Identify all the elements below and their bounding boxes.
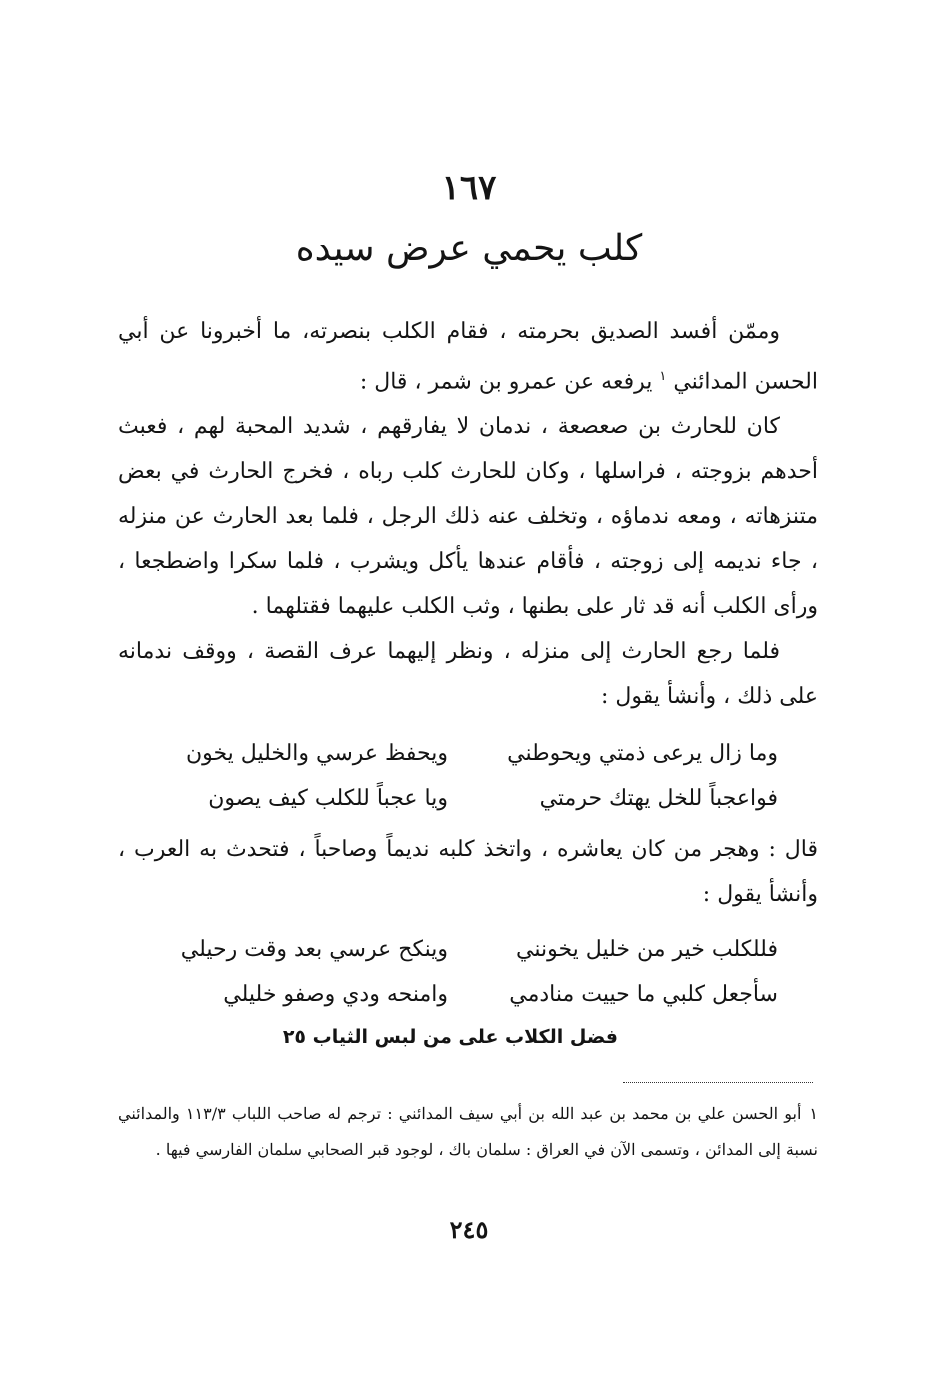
footnote-text: أبو الحسن علي بن محمد بن عبد الله بن أبي سيف المدائني : ترجم له صاحب اللباب ١١٣/٣ والمدائني نسبة إلى المدائن ، وتسمى الآن في العراق : سلمان باك ، لوجود قبر الصحابي سلمان الفارسي فيها . [118,1104,818,1159]
intro-text-continued: يرفعه عن عمرو بن شمر ، قال : [359,369,660,395]
intro-paragraph [118,309,818,404]
poem-second [158,927,778,1017]
footnote-reference[interactable]: ١ [659,369,667,384]
footnote [118,1096,818,1168]
story-paragraph: كان للحارث بن صعصعة ، ندمان لا يفارقهم ، شديد المحبة لهم ، فعبث أحدهم بزوجته ، فراسلها ، وكان للحارث كلب رباه ، فخرج الحارث في بعض متنزهاته ، ومعه ندماؤه ، وتخلف عنه ذلك الرجل ، فلما بعد الحارث عن منزله ، جاء نديمه إلى زوجته ، فأقام عندها يأكل ويشرب ، فلما سكرا واضطجعا ، ورأى الكلب أنه قد ثار على بطنها ، وثب الكلب عليهما فقتلهما . [118,414,818,620]
chapter-number: ١٦٧ [441,168,497,208]
main-text [118,309,818,1057]
poem-first [158,731,778,821]
verse-line [158,927,778,972]
verse-line [158,731,778,776]
chapter-title: كلب يحمي عرض سيده [295,228,643,269]
verse-second-hemistich: وامنحه ودي وصفو خليلي [223,982,448,1008]
footnote-divider [623,1082,813,1083]
return-paragraph: فلما رجع الحارث إلى منزله ، ونظر إليهما عرف القصة ، ووقف ندمانه على ذلك ، وأنشأ يقول : [118,639,818,710]
verse-first-hemistich: فللكلب خير من خليل يخونني [516,937,778,963]
verse-first-hemistich: وما زال يرعى ذمتي ويحوطني [507,741,778,767]
page-number: ٢٤٥ [449,1215,489,1244]
verse-second-hemistich: ويا عجباً للكلب كيف يصون [208,786,448,812]
verse-line [158,972,778,1017]
intro-text: وممّن أفسد الصديق بحرمته ، فقام الكلب بنصرته، ما أخبرونا عن أبي الحسن المدائني [118,319,818,395]
verse-first-hemistich: فواعجباً للخل يهتك حرمتي [539,786,778,812]
verse-line [158,776,778,821]
abandonment-paragraph: قال : وهجر من كان يعاشره ، واتخذ كلبه نديماً وصاحباً ، فتحدث به العرب ، وأنشأ يقول : [118,837,818,908]
verse-second-hemistich: وينكح عرسي بعد وقت رحيلي [180,937,448,963]
verse-first-hemistich: سأجعل كلبي ما حييت منادمي [509,982,778,1008]
cross-reference: فضل الكلاب على من لبس الثياب ٢٥ [282,1026,618,1049]
footnote-marker: ١ [809,1104,818,1123]
verse-second-hemistich: ويحفظ عرسي والخليل يخون [185,741,448,767]
